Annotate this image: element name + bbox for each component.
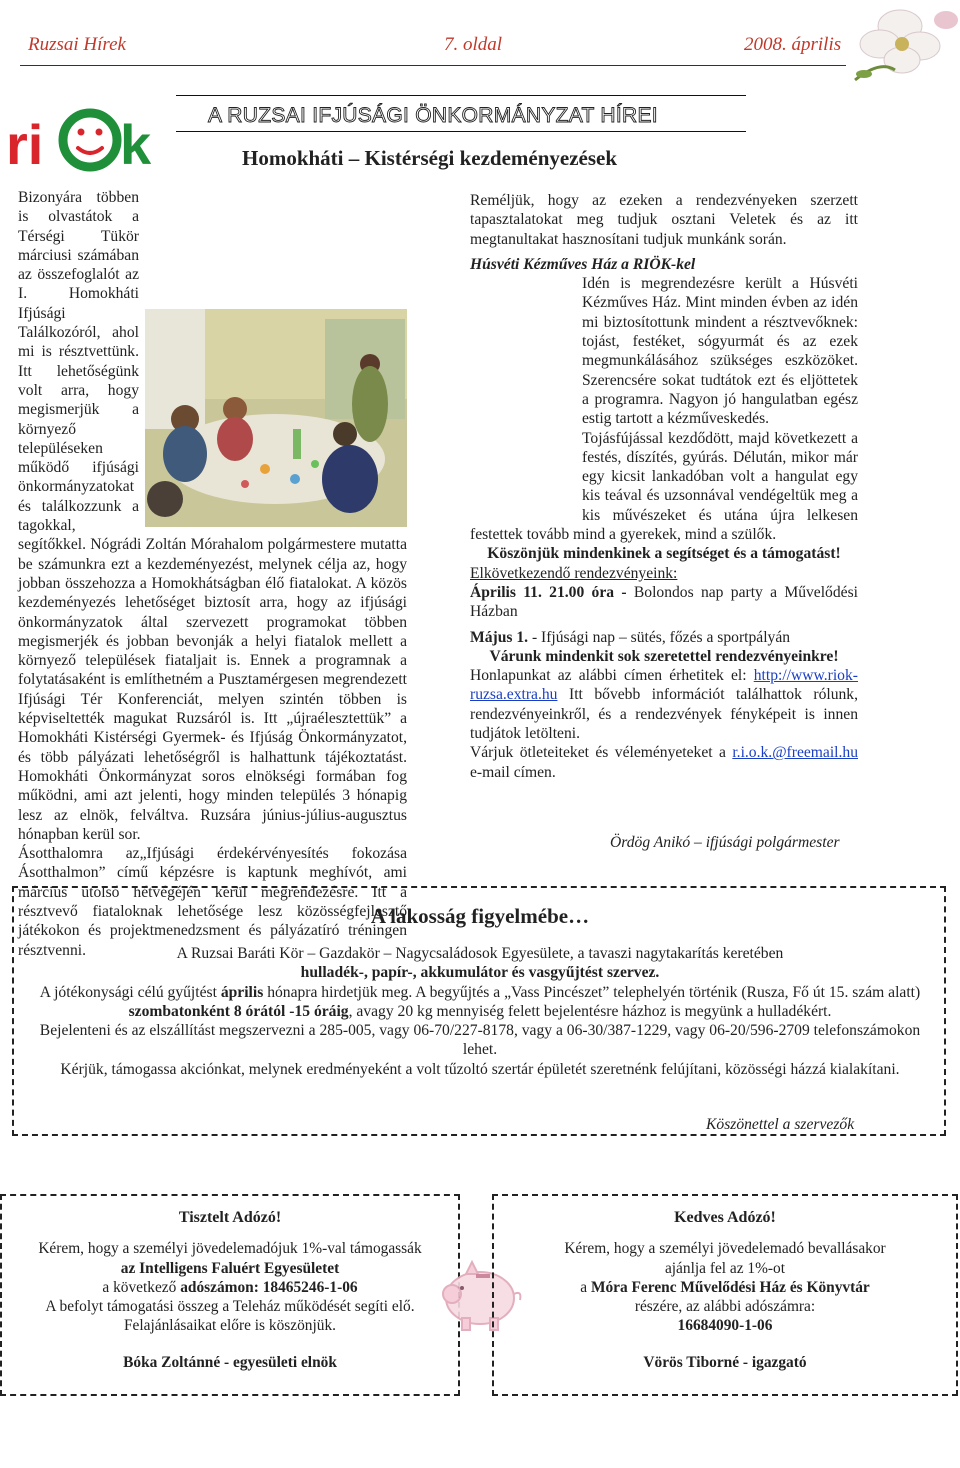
notice-l3a: A jótékonysági célú gyűjtést (39, 983, 217, 1001)
welcome-line: Várunk mindenkit sok szeretettel rendezvényeinkre! (489, 647, 839, 665)
event-april-text: Bolondos nap party a Művelődési Házban (470, 583, 858, 621)
tax-box-association (0, 1194, 460, 1396)
tax-box-association-title: Tisztelt Adózó! (178, 1209, 282, 1226)
box2-line-4: részére, az alábbi adószámra: (634, 1298, 816, 1316)
mail-outro: e-mail címen. (470, 763, 556, 781)
intro-paragraph: Bizonyára többen is olvastátok a Térségi Tükör márciusi számában az összefoglalót az I. Homokháti Ifjúsági Találkozóról, ahol mi is résztvettünk. Itt lehetőségünk volt arra, hogy megismerjük a környező településeken működő ifjúsági önkormányzatokat és találkozzunk a tagokkal, segítőkkel. Nógrádi Zoltán Mórahalom polgármestere mutatta be számunkra ezt a kezdeményezést, melynek célja az, hogy jobban összehozza a Homokhátságban élő fiatalokat. A közös kezdeményezés lehetőséget biztosít arra, hogy az ifjúsági önkormányzatok által szervezett programokat többen megismerjék és jobban bevonják a helyi fiatalok mellett a környező települések fiataljait is. Ennek a programnak a folytatásaként is említhetném a Pusztamérgesen megrendezett Ifjúsági Tér Konferenciát, melyen szintén többen is képviseltették magukat Ruzsáról is. Itt „újraélesztettük” a Homokháti Kistérségi Gyermek- és Ifjúság Önkormányzatot, és több pályázati lehetőségről is halhattunk tájékoztatást. Homokháti Önkormányzat soros elnökségi formában fog működni, ami azt jelenti, hogy minden település 3 hónapig lesz az elnök, felváltva. Ruzsára június-július-augusztus hónapban kerül sor. (18, 189, 407, 843)
box2-line-3 (494, 1278, 956, 1297)
box2-signature: Vörös Tiborné - igazgató (643, 1353, 807, 1371)
box1-line-4: A befolyt támogatási összeg a Teleház működését segíti elő. (45, 1298, 415, 1316)
article-subtitle: Homokháti – Kistérségi kezdeményezések (242, 146, 618, 170)
box2-line-2: ajánlja fel az 1%-ot (664, 1259, 786, 1277)
event-april-date: Április 11. 21.00 óra - (470, 583, 627, 601)
event-may (470, 628, 858, 647)
flower-image (850, 0, 960, 84)
left-column (18, 188, 407, 960)
mail-intro: Várjuk ötleteiteket és véleményeteket a (470, 744, 726, 762)
website-link[interactable]: http://www.riok-ruzsa.extra.hu (470, 667, 858, 704)
notice-line-2: hulladék-, papír-, akkumulátor és vasgyűjtést szervez. (300, 964, 660, 982)
issue-date: 2008. április (744, 34, 842, 55)
tax-box-library-title: Kedves Adózó! (674, 1209, 776, 1226)
event-may-text: - Ifjúsági nap – sütés, főzés a sportpályán (531, 628, 791, 646)
box1-tax-number: adószámon: 18465246-1-06 (180, 1278, 358, 1296)
box2-l3a: a (580, 1278, 588, 1296)
box1-line-2: az Intelligens Faluért Egyesületet (120, 1259, 340, 1277)
box1-signature: Bóka Zoltánné - egyesületi elnök (123, 1353, 337, 1371)
notice-line-3 (28, 983, 932, 1022)
title-rule-top (176, 95, 746, 96)
program-paragraph: Tojásfújással kezdődött, majd következett a festés, díszítés, gyúrás. Délután, mikor már egy kicsit lankadóban volt a hangulat egy kis teával és uzsonnával vendégeltük meg a kis művészeket és utána újra lelkesen festettek tovább mind a gyerekek, mind a szülők. (470, 429, 858, 544)
asotthalom-paragraph: Ásotthalomra az„Ifjúsági érdekérvényesítés fokozása Ásotthalmon” című képzésre is kaptunk meghívót, ami március utolsó hétvégéjén kerül megrendezésre. Itt a résztvevő fiataloknak lehetősége lesz közösségfejlesztő játékokon és projektmenedzsment és pályázatíró tréningen résztvenni. (18, 845, 407, 959)
notice-l3c: hónapra hirdetjük meg. A begyűjtés a „Vass Pincészet” telephelyén történik (Rusza, Fő út 15. szám alatt) (267, 983, 921, 1001)
riok-logo (4, 104, 162, 174)
box1-l3a: a következő (102, 1278, 177, 1296)
page-number: 7. oldal (444, 34, 503, 55)
notice-l3e: , avagy 20 kg mennyiség felett bejelentésre házhoz is megyünk a hulladékért. (348, 1002, 832, 1020)
upcoming-events-label: Elkövetkezendő rendezvényeink: (470, 564, 678, 582)
box1-line-3 (2, 1278, 458, 1297)
newspaper-name: Ruzsai Hírek (28, 34, 126, 55)
notice-title: A lakosság figyelmébe… (370, 904, 590, 928)
box1-line-1: Kérem, hogy a személyi jövedelemadójuk 1%-val támogassák (38, 1240, 422, 1258)
author-signature: Ördög Anikó – ifjúsági polgármester (610, 834, 840, 851)
box1-line-5: Felajánlásaikat előre is köszönjük. (124, 1317, 336, 1335)
event-april (470, 583, 858, 622)
svg-text:k: k (120, 113, 152, 174)
easter-workshop-photo (145, 309, 407, 527)
box2-institution: Móra Ferenc Művelődési Ház és Könyvtár (590, 1278, 870, 1296)
notice-signature: Köszönettel a szervezők (706, 1116, 855, 1133)
event-may-date: Május 1. (470, 628, 529, 646)
notice-line-4: Bejelenteni és az elszállítást megszervezni a 285-005, vagy 06-70/227-8178, vagy a 06-30/387-1229, vagy 06-20/596-2709 telefonszámokon lehet. (39, 1022, 921, 1059)
header-rule (20, 65, 846, 66)
email-link[interactable]: r.i.o.k.@freemail.hu (732, 744, 858, 762)
box2-line-1: Kérem, hogy a személyi jövedelemadó bevallásakor (564, 1240, 886, 1258)
web-info: Itt bővebb információt találhattok rólunk, rendezvényeinkről, és a rendezvények fényképeit is innen tudjátok letölteni. (470, 686, 859, 743)
web-intro: Honlapunkat az alábbi címen érhetitek el: (470, 667, 747, 685)
tax-box-library (492, 1194, 958, 1396)
notice-l3d: szombatonként 8 órától -15 óráig (128, 1002, 349, 1020)
web-paragraph (470, 666, 858, 743)
notice-body (28, 944, 932, 1079)
notice-line-5: Kérjük, támogassa akciónkat, melynek eredményeként a volt tűzoltó szertár épületét szeretnénk felújítani, közösségi házzá kialakítani. (60, 1060, 900, 1078)
hope-paragraph: Reméljük, hogy az ezeken a rendezvényeken szerzett tapasztalatokat meg tudjuk osztani Veletek és az itt megtanultakat hasznosítani tudjuk munkánk során. (470, 192, 858, 248)
easter-heading: Húsvéti Kézműves Ház a RIÖK-kel (470, 255, 696, 273)
mail-paragraph (470, 743, 858, 782)
section-title: A RUZSAI IFJÚSÁGI ÖNKORMÁNYZAT HÍREI (208, 104, 658, 127)
svg-text:ri: ri (6, 113, 44, 174)
thanks-line: Köszönjük mindenkinek a segítséget és a támogatást! (487, 545, 841, 563)
box2-tax-number: 16684090-1-06 (677, 1317, 773, 1335)
title-rule-bottom (176, 131, 746, 132)
right-column (470, 191, 858, 782)
easter-paragraph: Idén is megrendezésre került a Húsvéti Kézműves Ház. Mint minden évben az idén mi biztosítottunk mindent a résztvevőknek: tojást, festéket, sógyurmát és az ezek megmunkálásához szükséges eszközöket. Szerencsére sokat tudtátok ezt és eljöttetek a programra. Nagyon jó hangulatban egész estig tartott a kézműveskedés. (582, 275, 858, 428)
notice-l3b: április (220, 983, 264, 1001)
text-wrap-space (470, 274, 582, 512)
notice-line-1: A Ruzsai Baráti Kör – Gazdakör – Nagycsaládosok Egyesülete, a tavaszi nagytakarítás keretében (176, 945, 784, 962)
